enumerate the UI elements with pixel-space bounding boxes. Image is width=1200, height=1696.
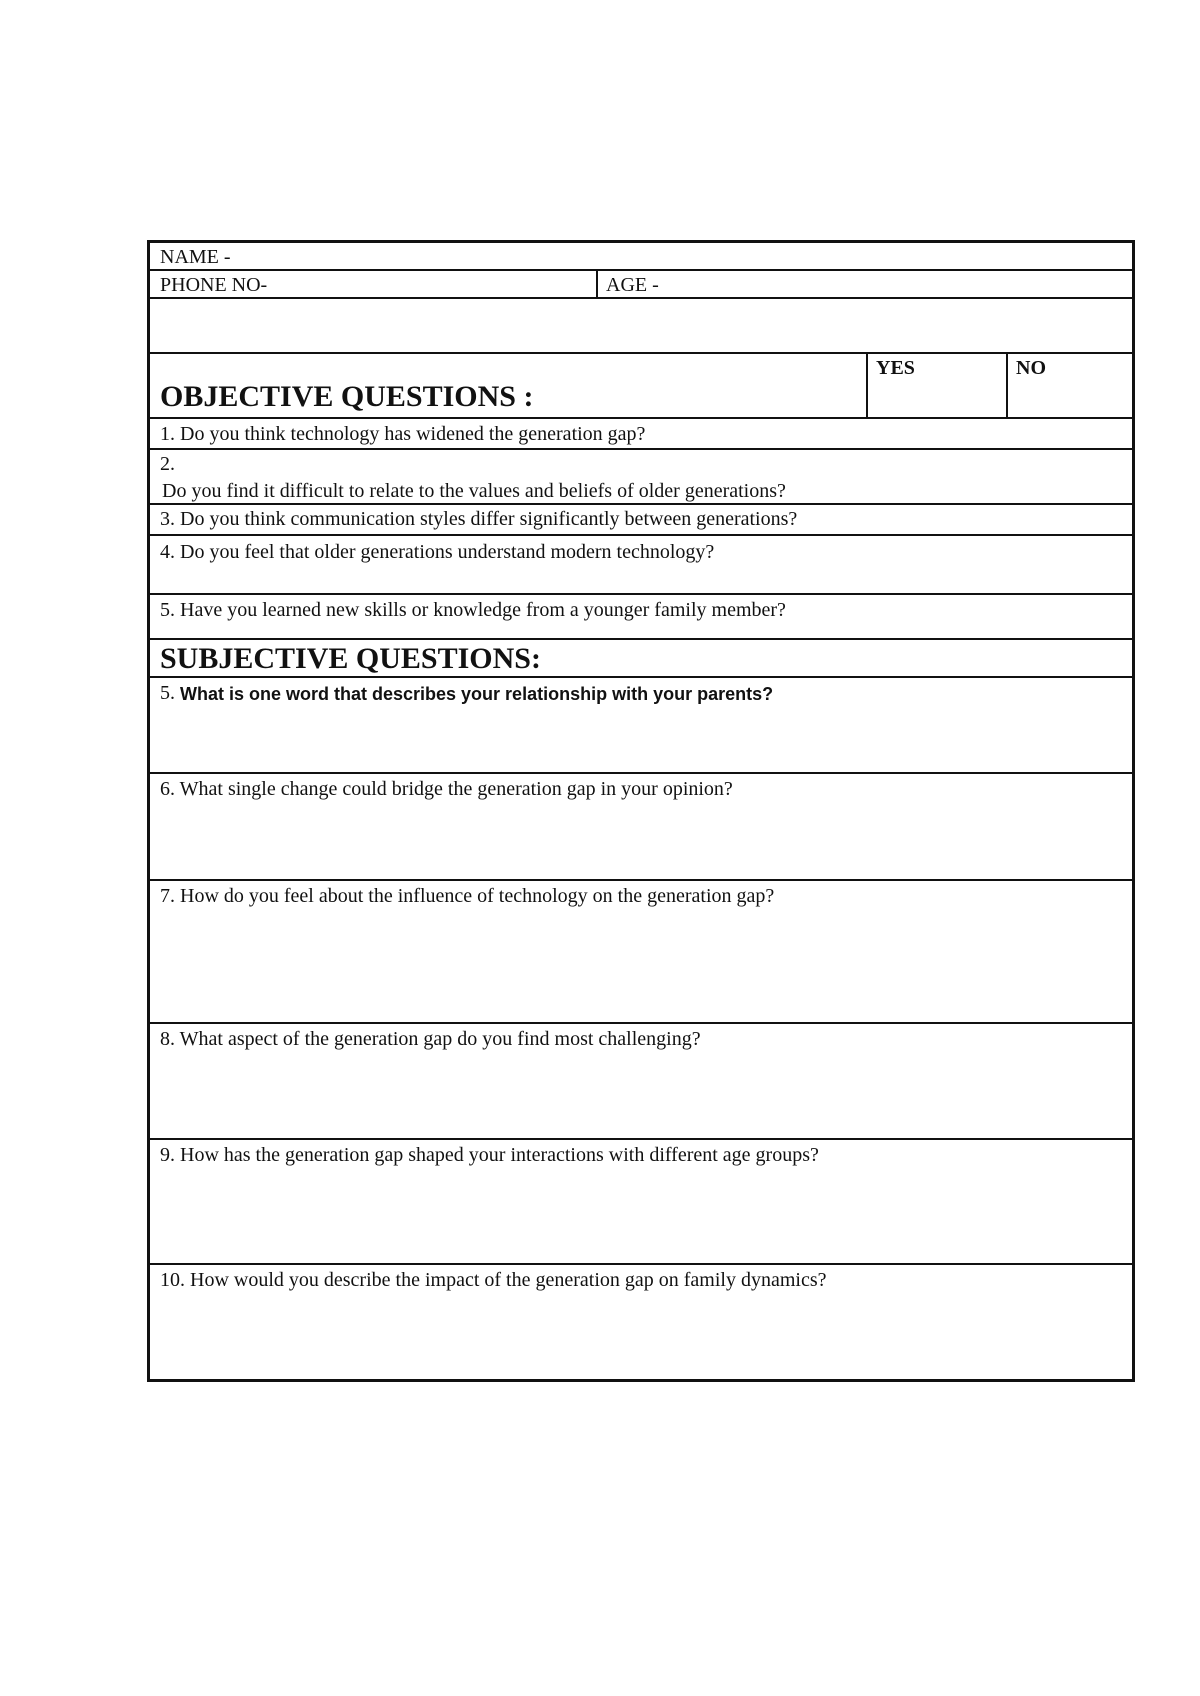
objective-question-text: 1. Do you think technology has widened the generation gap? [160,423,646,445]
subjective-question-text: What is one word that describes your relationship with your parents? [180,684,774,704]
subjective-question-row [150,1265,1132,1379]
subjective-heading-row [150,640,1132,678]
yes-label: YES [876,357,915,379]
objective-question-text: 5. Have you learned new skills or knowledge from a younger family member? [160,599,786,621]
objective-question-row [150,505,1132,536]
subjective-question-row [150,1024,1132,1140]
subjective-question-text: 7. How do you feel about the influence of technology on the generation gap? [160,885,775,907]
phone-age-divider [596,271,598,297]
subjective-question-number: 5. [160,682,175,704]
subjective-question-row [150,678,1132,774]
blank-row [150,299,1132,354]
subjective-question-text: 10. How would you describe the impact of the generation gap on family dynamics? [160,1269,827,1291]
objective-question-row [150,536,1132,595]
objective-heading: OBJECTIVE QUESTIONS : [160,380,534,413]
objective-question-text: Do you find it difficult to relate to the values and beliefs of older generations? [162,480,786,502]
objective-question-row [150,419,1132,450]
objective-question-row [150,450,1132,505]
subjective-question-row [150,881,1132,1024]
objective-question-row [150,595,1132,640]
yes-column-divider [866,354,868,417]
subjective-question-text: 9. How has the generation gap shaped your interactions with different age groups? [160,1144,819,1166]
phone-label: PHONE NO- [160,274,268,296]
subjective-question-text: 8. What aspect of the generation gap do you find most challenging? [160,1028,701,1050]
subjective-question-text: 6. What single change could bridge the generation gap in your opinion? [160,778,733,800]
age-label: AGE - [606,274,659,296]
name-label: NAME - [160,246,231,268]
no-label: NO [1016,357,1046,379]
name-row [150,243,1132,271]
objective-heading-row [150,354,1132,419]
no-column-divider [1006,354,1008,417]
survey-form [147,240,1135,1382]
subjective-question-row [150,1140,1132,1265]
objective-question-text: 3. Do you think communication styles differ significantly between generations? [160,508,798,530]
objective-question-text: 4. Do you feel that older generations understand modern technology? [160,541,715,563]
phone-age-row [150,271,1132,299]
subjective-question-row [150,774,1132,881]
objective-question-number: 2. [160,453,175,475]
subjective-heading: SUBJECTIVE QUESTIONS: [160,642,541,675]
